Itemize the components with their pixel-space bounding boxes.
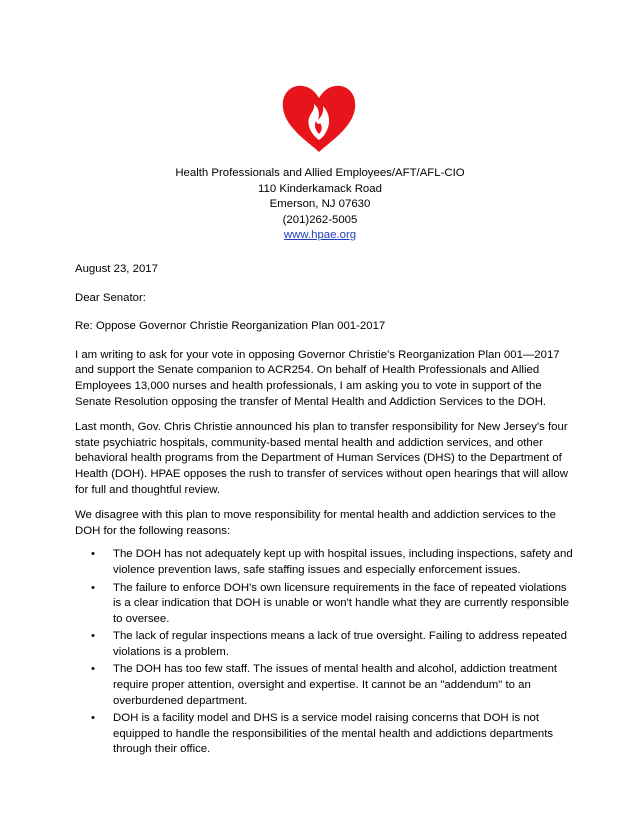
bullet-icon: • xyxy=(91,581,95,594)
list-item-text: The lack of regular inspections means a lack of true oversight. Failing to address repeated violations is a problem. xyxy=(113,630,567,658)
reasons-list xyxy=(75,547,575,758)
letterhead xyxy=(0,166,640,244)
list-item-text: The DOH has too few staff. The issues of mental health and alcohol, addiction treatment require proper attention, oversight and expertise. It cannot be an "addendum" to an overburdened department. xyxy=(113,663,558,707)
paragraph-reasons-intro: We disagree with this plan to move responsibility for mental health and addiction services to the DOH for the following reasons: xyxy=(75,509,556,537)
list-item-text: The DOH has not adequately kept up with hospital issues, including inspections, safety and violence prevention laws, safe staffing issues and especially enforcement issues. xyxy=(113,548,573,576)
city-state-zip: Emerson, NJ 07630 xyxy=(269,198,371,210)
letter-body xyxy=(75,262,575,760)
paragraph-request: I am writing to ask for your vote in opposing Governor Christie's Reorganization Plan 001—2017 and support the Senate companion to ACR254. On behalf of Health Professionals and Allied Employees 13,000 nurses and health professionals, I am asking you to vote in support of the Senate Resolution opposing the transfer of Mental Health and Addiction Services to the DOH. xyxy=(75,348,560,408)
list-item xyxy=(75,547,575,578)
bullet-icon: • xyxy=(91,712,95,725)
bullet-icon: • xyxy=(91,548,95,561)
list-item xyxy=(75,662,575,709)
paragraph-background: Last month, Gov. Chris Christie announced his plan to transfer responsibility for New Jersey's four state psychiatric hospitals, community-based mental health and addiction services, and other behavioral health programs from the Department of Human Services (DHS) to the Department of Health (DOH). HPAE opposes the rush to transfer of services without open hearings that will allow for full and thoughtful review. xyxy=(75,421,568,496)
list-item-text: The failure to enforce DOH's own licensure requirements in the face of repeated violations is a clear indication that DOH is unable or won't handle what they are currently responsible to oversee. xyxy=(113,581,570,625)
hpae-logo-icon xyxy=(281,84,357,154)
org-name: Health Professionals and Allied Employees/AFT/AFL-CIO xyxy=(175,167,465,179)
list-item xyxy=(75,711,575,758)
bullet-icon: • xyxy=(91,663,95,676)
list-item xyxy=(75,629,575,660)
letter-date: August 23, 2017 xyxy=(75,263,158,275)
subject-line: Re: Oppose Governor Christie Reorganization Plan 001-2017 xyxy=(75,320,386,333)
heart-flame-icon xyxy=(281,84,357,154)
salutation: Dear Senator: xyxy=(75,291,146,304)
phone-number: (201)262-5005 xyxy=(282,213,358,226)
website-link[interactable]: www.hpae.org xyxy=(283,229,357,241)
list-item xyxy=(75,581,575,628)
list-item-text: DOH is a facility model and DHS is a service model raising concerns that DOH is not equipped to handle the responsibilities of the mental health and addictions departments through their office. xyxy=(113,712,554,756)
street-address: 110 Kinderkamack Road xyxy=(258,182,382,195)
bullet-icon: • xyxy=(91,630,95,643)
